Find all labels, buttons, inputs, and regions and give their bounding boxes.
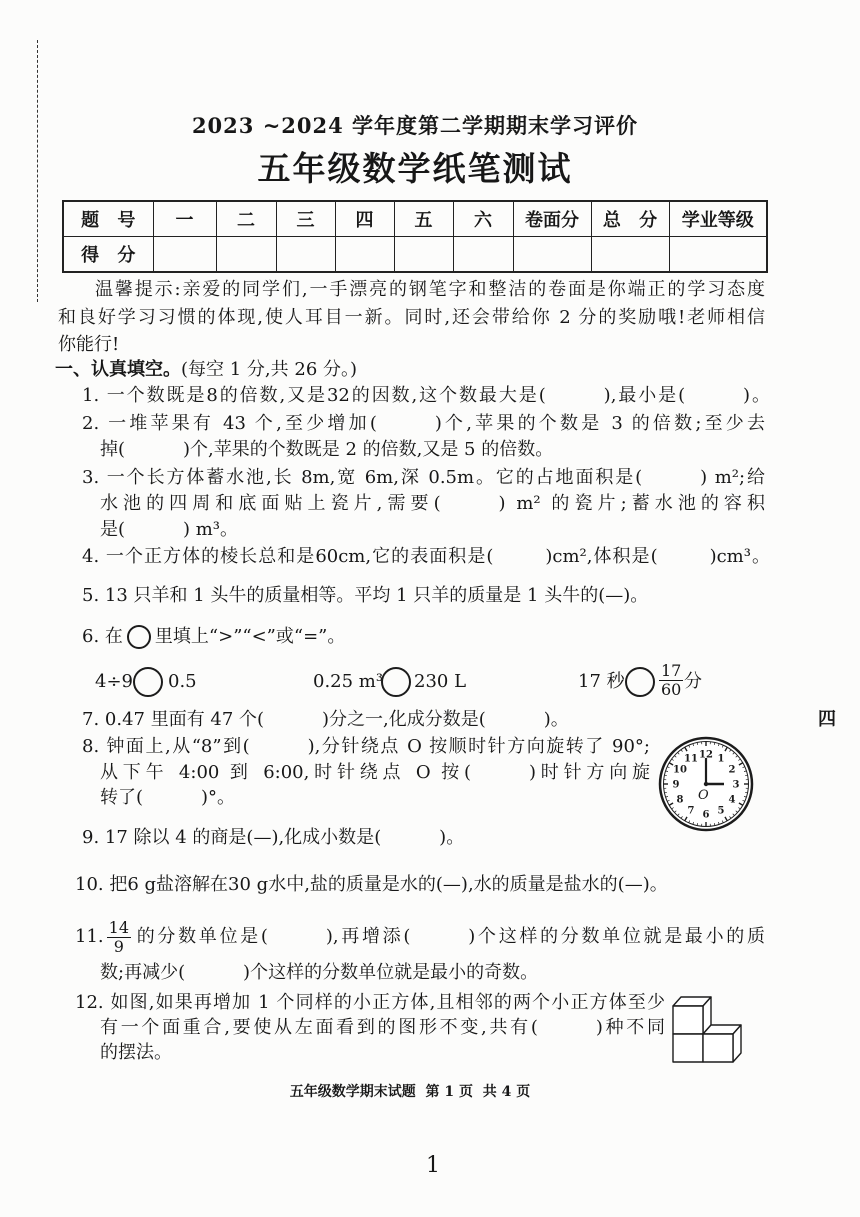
cube-front-face bbox=[673, 1034, 703, 1062]
question-12-line: 的摆法。 bbox=[100, 1042, 172, 1063]
header-cell-grade-level: 学业等级 bbox=[669, 201, 767, 237]
question-6-prompt-end: 里填上“>”“<”或“=”。 bbox=[154, 626, 346, 647]
answer-blank: ( ) bbox=[486, 546, 553, 567]
comparison-circle-icon bbox=[381, 667, 411, 697]
clock-numeral: 1 bbox=[717, 753, 725, 765]
cube-front-face bbox=[673, 1006, 703, 1034]
question-3-line: 3. 一个长方体蓄水池,长 8m,宽 6m,深 0.5m。它的占地面积是 ( ) m²;给 bbox=[82, 465, 765, 491]
score-table bbox=[62, 200, 768, 273]
question-7-line: 7. 0.47 里面有 47 个 ( ) 分之一,化成分数是 ( ) 。 bbox=[82, 707, 569, 733]
score-cell bbox=[335, 237, 394, 273]
question-11-line: 数;再减少 ( ) 个这样的分数单位就是最小的奇数。 bbox=[100, 960, 538, 986]
comparison-2-left: 0.25 m³ bbox=[313, 671, 384, 692]
answer-blank: ( ) bbox=[136, 787, 208, 808]
header-cell-neatness-score: 卷面分 bbox=[513, 201, 591, 237]
answer-blank: ( ) bbox=[257, 709, 330, 730]
tip-line: 温馨提示:亲爱的同学们,一手漂亮的钢笔字和整洁的卷面是你端正的学习态度 bbox=[95, 279, 765, 300]
score-cell bbox=[276, 237, 335, 273]
score-cell bbox=[216, 237, 276, 273]
answer-blank: ( ) bbox=[530, 1017, 603, 1038]
question-12-line: 12. 如图,如果再增加 1 个同样的小正方体,且相邻的两个小正方体至少 bbox=[75, 992, 665, 1013]
page-number: 1 bbox=[426, 1153, 440, 1178]
question-2-line: 掉 ( ) 个,苹果的个数既是 2 的倍数,又是 5 的倍数。 bbox=[100, 437, 553, 463]
score-table-header-row bbox=[63, 201, 767, 237]
score-row-label: 得 分 bbox=[63, 237, 153, 273]
answer-blank: ( ) bbox=[369, 413, 442, 434]
score-cell bbox=[453, 237, 513, 273]
question-6-prompt bbox=[82, 624, 345, 650]
clock-numeral: 6 bbox=[702, 809, 710, 821]
header-cell-question-number: 题 号 bbox=[63, 201, 153, 237]
fraction-denominator: 9 bbox=[113, 936, 124, 956]
question-9-line: 9. 17 除以 4 的商是(—),化成小数是 ( ) 。 bbox=[82, 825, 464, 851]
question-3-line: 水池的四周和底面贴上瓷片,需要 ( ) m² 的瓷片;蓄水池的容积 bbox=[100, 491, 765, 517]
score-table-score-row bbox=[63, 237, 767, 273]
cube-front-face bbox=[703, 1034, 733, 1062]
clock-numeral: 9 bbox=[672, 779, 680, 791]
header-cell-part-1: 一 bbox=[153, 201, 216, 237]
clock-center-label: O bbox=[698, 788, 709, 803]
question-11-line bbox=[75, 917, 765, 957]
section-1-scoring-note: (每空 1 分,共 26 分。) bbox=[181, 359, 358, 380]
question-10-line: 10. 把6 g盐溶解在30 g水中,盐的质量是水的(—),水的质量是盐水的(—)。 bbox=[75, 874, 668, 895]
comparison-1-right: 0.5 bbox=[168, 671, 197, 692]
question-1-line: 1. 一个数既是8的倍数,又是32的因数,这个数最大是 ( ) ,最小是 ( ) 。 bbox=[82, 383, 770, 409]
question-2-line: 2. 一堆苹果有 43 个,至少增加 ( ) 个,苹果的个数是 3 的倍数;至少去 bbox=[82, 411, 765, 437]
comparison-3-left: 17 秒 bbox=[578, 671, 625, 692]
answer-blank: ( ) bbox=[478, 709, 551, 730]
question-11-number: 11. bbox=[75, 926, 104, 947]
question-6-prompt-start: 6. 在 bbox=[82, 626, 123, 647]
fraction-numerator: 14 bbox=[108, 917, 129, 937]
clock-numeral: 12 bbox=[699, 749, 713, 761]
comparison-3-unit: 分 bbox=[684, 671, 702, 692]
header-cell-part-5: 五 bbox=[394, 201, 453, 237]
question-8-line: 转了 ( ) °。 bbox=[100, 785, 235, 811]
binding-margin-dashed-line bbox=[37, 40, 38, 302]
question-11-text: 的分数单位是 ( ) ,再增添 ( ) 个这样的分数单位就是最小的质 bbox=[134, 926, 765, 947]
comparison-1-left: 4÷9 bbox=[95, 671, 133, 692]
score-cell bbox=[153, 237, 216, 273]
comparison-circle-icon bbox=[127, 625, 151, 649]
clock-numeral: 7 bbox=[687, 805, 695, 817]
header-cell-part-6: 六 bbox=[453, 201, 513, 237]
comparison-circle-icon bbox=[625, 667, 655, 697]
answer-blank: ( ) bbox=[118, 439, 190, 460]
comparison-circle-icon bbox=[133, 667, 163, 697]
question-8-line: 从下午 4:00 到 6:00,时针绕点 O 按 ( ) 时针方向旋 bbox=[100, 760, 650, 786]
question-12-line: 有一个面重合,要使从左面看到的图形不变,共有 ( ) 种不同 bbox=[100, 1015, 665, 1041]
clock-numeral: 10 bbox=[673, 764, 687, 776]
fraction-numerator: 17 bbox=[661, 661, 682, 680]
header-cell-part-4: 四 bbox=[335, 201, 394, 237]
exam-subject-title: 五年级数学纸笔测试 bbox=[257, 149, 573, 188]
fraction bbox=[659, 662, 683, 699]
question-3-line: 是 ( ) m³。 bbox=[100, 517, 238, 543]
answer-blank: ( ) bbox=[178, 962, 251, 983]
score-cell bbox=[669, 237, 767, 273]
page-footer: 五年级数学期末试题 第 1 页 共 4 页 bbox=[289, 1084, 531, 1100]
tip-line: 你能行! bbox=[58, 334, 120, 355]
answer-blank: ( ) bbox=[118, 519, 190, 540]
next-page-edge-fragment: 四 bbox=[818, 709, 836, 730]
question-8-line: 8. 钟面上,从“8”到 ( ) ,分针绕点 O 按顺时针方向旋转了 90°; bbox=[82, 734, 650, 760]
header-cell-part-2: 二 bbox=[216, 201, 276, 237]
answer-blank: ( ) bbox=[403, 926, 476, 947]
answer-blank: ( ) bbox=[650, 546, 717, 567]
clock-numeral: 8 bbox=[676, 794, 684, 806]
header-cell-total-score: 总 分 bbox=[591, 201, 669, 237]
clock-numeral: 4 bbox=[728, 794, 736, 806]
question-4-line: 4. 一个正方体的棱长总和是60cm,它的表面积是 ( ) cm²,体积是 ( ) cm³。 bbox=[82, 544, 770, 570]
header-cell-part-3: 三 bbox=[276, 201, 335, 237]
answer-blank: ( ) bbox=[433, 493, 506, 514]
clock-numeral: 2 bbox=[728, 764, 736, 776]
clock-numeral: 11 bbox=[684, 753, 698, 765]
stacked-cubes-figure bbox=[670, 984, 746, 1064]
answer-blank: ( ) bbox=[242, 736, 315, 757]
fraction bbox=[107, 919, 131, 956]
fraction-denominator: 60 bbox=[661, 680, 682, 699]
score-cell bbox=[513, 237, 591, 273]
answer-blank: ( ) bbox=[678, 385, 751, 406]
answer-blank: ( ) bbox=[538, 385, 611, 406]
comparison-2-right: 230 L bbox=[414, 671, 467, 692]
exam-term-title: 2023 ~2024 学年度第二学期期末学习评价 bbox=[191, 113, 639, 138]
clock-center-point bbox=[704, 782, 708, 786]
score-cell bbox=[591, 237, 669, 273]
tip-line: 和良好学习习惯的体现,使人耳目一新。同时,还会带给你 2 分的奖励哦!老师相信 bbox=[58, 307, 765, 328]
question-5-line: 5. 13 只羊和 1 头牛的质量相等。平均 1 只羊的质量是 1 头牛的(—)。 bbox=[82, 585, 649, 606]
comparison-3-right-fraction bbox=[656, 662, 686, 699]
section-1-title: 一、认真填空。 bbox=[55, 359, 181, 380]
answer-blank: ( ) bbox=[260, 926, 333, 947]
clock-numeral: 5 bbox=[717, 805, 725, 817]
section-1-header bbox=[55, 357, 357, 383]
answer-blank: ( ) bbox=[635, 467, 708, 488]
clock-numeral: 3 bbox=[732, 779, 740, 791]
answer-blank: ( ) bbox=[374, 827, 447, 848]
clock-face-figure bbox=[658, 736, 754, 832]
score-cell bbox=[394, 237, 453, 273]
answer-blank: ( ) bbox=[463, 762, 536, 783]
